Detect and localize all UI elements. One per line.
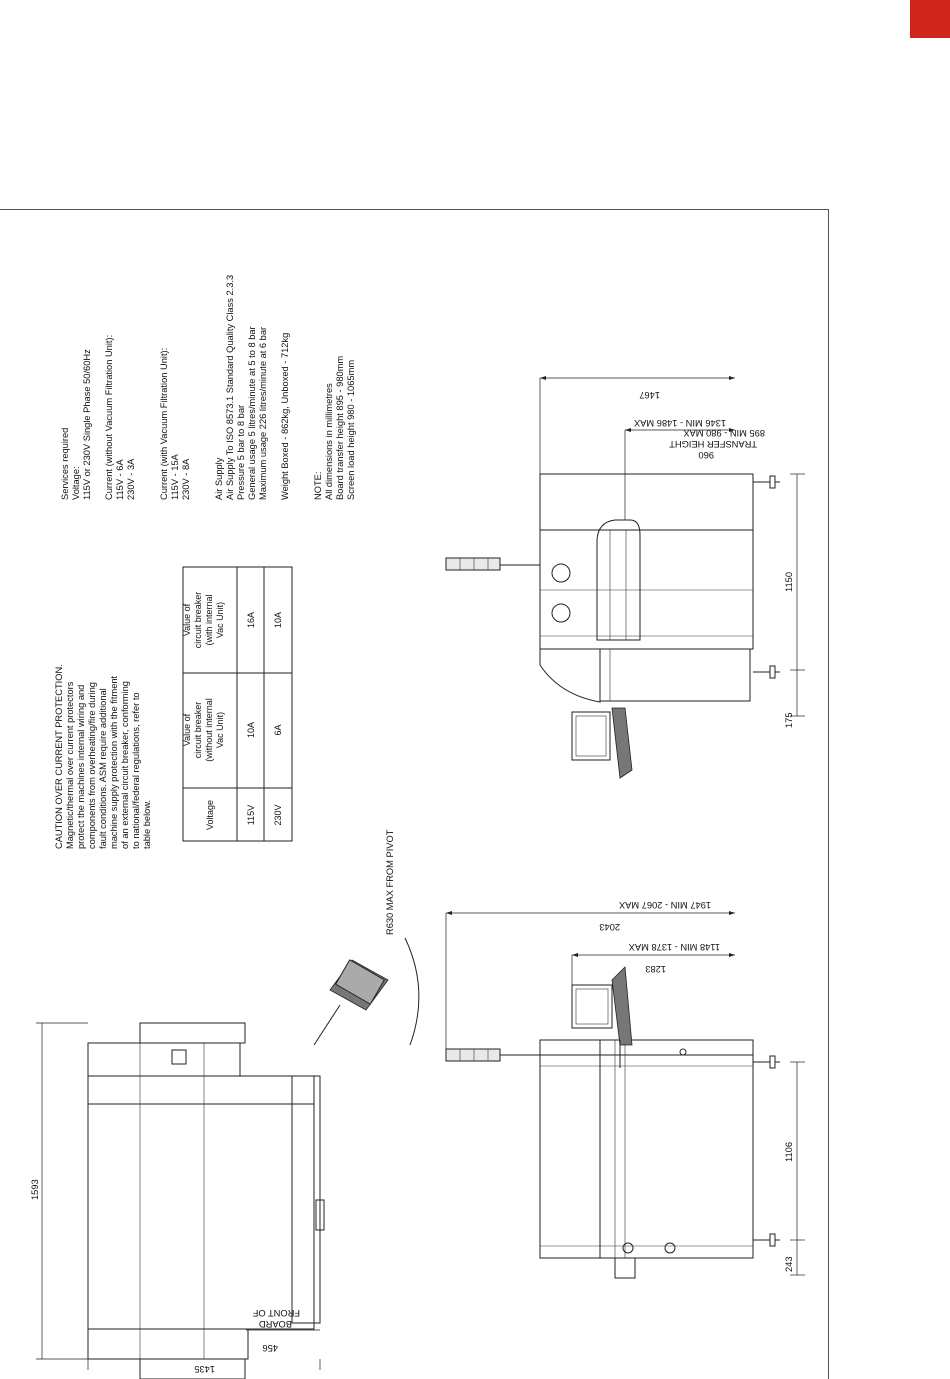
dim-front-screen: 1148 MIN - 1378 MAX: [628, 942, 720, 952]
services-title: Services required: [60, 427, 70, 500]
note-dims: All dimensions in millimetres: [324, 383, 334, 500]
front-view-dimensions: [446, 900, 805, 1275]
dim-front-total: 1947 MIN - 2067 MAX: [619, 900, 711, 910]
front-view-drawing: [446, 967, 780, 1278]
dim-front-offset: 243: [784, 1256, 794, 1272]
dim-top-front-label: BOARD: [258, 1319, 292, 1329]
dim-transfer-range: 895 MIN - 980 MAX: [683, 428, 765, 438]
side-view-drawing: [446, 474, 780, 778]
current-without-label: Current (without Vacuum Filtration Unit):: [104, 334, 114, 500]
dim-top-front-label: FRONT OF: [252, 1308, 300, 1318]
caution-line: to national/federal regulations, refer to: [131, 692, 141, 849]
caution-line: CAUTION OVER CURRENT PROTECTION.: [54, 664, 64, 849]
table-cell: 10A: [246, 721, 256, 739]
table-cell: 10A: [273, 611, 283, 629]
caution-line: Magnetic/thermal over current protectors: [65, 681, 75, 849]
current-with-label: Current (with Vacuum Filtration Unit):: [159, 347, 169, 500]
caution-block: [54, 664, 152, 849]
dim-side-width: 1150: [784, 572, 794, 592]
table-header-with: Value of: [182, 603, 192, 637]
table-cell: 6A: [273, 724, 283, 736]
caution-line: of an external circuit breaker, conforming: [120, 681, 130, 849]
caution-line: machine supply protection with the fitment: [109, 675, 119, 849]
caution-line: table below.: [142, 799, 152, 849]
current-with-230: 230V - 8A: [181, 458, 191, 500]
dim-side-offset: 175: [784, 712, 794, 728]
dim-side-total-nominal: 1467: [639, 390, 660, 400]
dim-top-front: 456: [262, 1343, 278, 1353]
table-cell: 115V: [246, 804, 256, 826]
voltage-label: Voltage:: [71, 466, 81, 500]
dim-top-width: 1435: [194, 1364, 215, 1374]
services-block: [60, 275, 356, 500]
table-cell: 16A: [246, 611, 256, 629]
table-header-without: Vac Unit): [215, 711, 225, 749]
dim-pivot: R630 MAX FROM PIVOT: [385, 829, 395, 935]
top-view-dimensions: [30, 829, 395, 1374]
dim-front-width: 1106: [784, 1142, 794, 1162]
dim-front-screen-nominal: 1283: [645, 964, 666, 974]
side-view-dimensions: [540, 376, 805, 728]
note-board: Board transfer height 895 - 980mm: [335, 355, 345, 500]
current-without-230: 230V - 3A: [126, 458, 136, 500]
caution-line: protect the machines internal wiring and: [76, 684, 86, 849]
dim-top-height: 1593: [30, 1179, 40, 1200]
caution-line: fault conditions. ASM require additional: [98, 688, 108, 849]
note-screen: Screen load height 980 - 1065mm: [346, 359, 356, 500]
air-pressure: Pressure 5 bar to 8 bar: [236, 404, 246, 500]
voltage-value: 115V or 230V Single Phase 50/60Hz: [82, 349, 92, 500]
table-header-with: circuit breaker: [193, 591, 203, 649]
current-with-115: 115V - 15A: [170, 454, 180, 500]
note-title: NOTE:: [313, 471, 323, 500]
dim-side-total: 1346 MIN - 1486 MAX: [634, 418, 726, 428]
table-header-with: Vac Unit): [215, 601, 225, 639]
breaker-table: [182, 567, 292, 841]
current-without-115: 115V - 6A: [115, 459, 125, 500]
air-standard: Air Supply To ISO 8573.1 Standard Quality Class 2.3.3: [225, 274, 235, 500]
dim-transfer-nominal: 960: [698, 450, 714, 460]
table-header-without: (without internal: [204, 698, 214, 762]
table-header-without: Value of: [182, 713, 192, 747]
table-cell: 230V: [273, 804, 283, 826]
dim-transfer-label: TRANSFER HEIGHT: [669, 439, 757, 449]
table-header-voltage: Voltage: [205, 799, 215, 831]
weight-text: Weight Boxed - 862kg, Unboxed - 712kg: [280, 332, 290, 500]
air-max: Maximum usage 226 litres/minute at 6 bar: [258, 326, 268, 500]
dim-front-total-nominal: 2043: [599, 922, 620, 932]
air-general: General usage 5 litres/minute at 5 to 8 bar: [247, 326, 257, 500]
air-title: Air Supply: [214, 457, 224, 500]
caution-line: components from overheating/fire during: [87, 682, 97, 849]
table-header-without: circuit breaker: [193, 701, 203, 759]
table-header-with: (with internal: [204, 594, 214, 646]
